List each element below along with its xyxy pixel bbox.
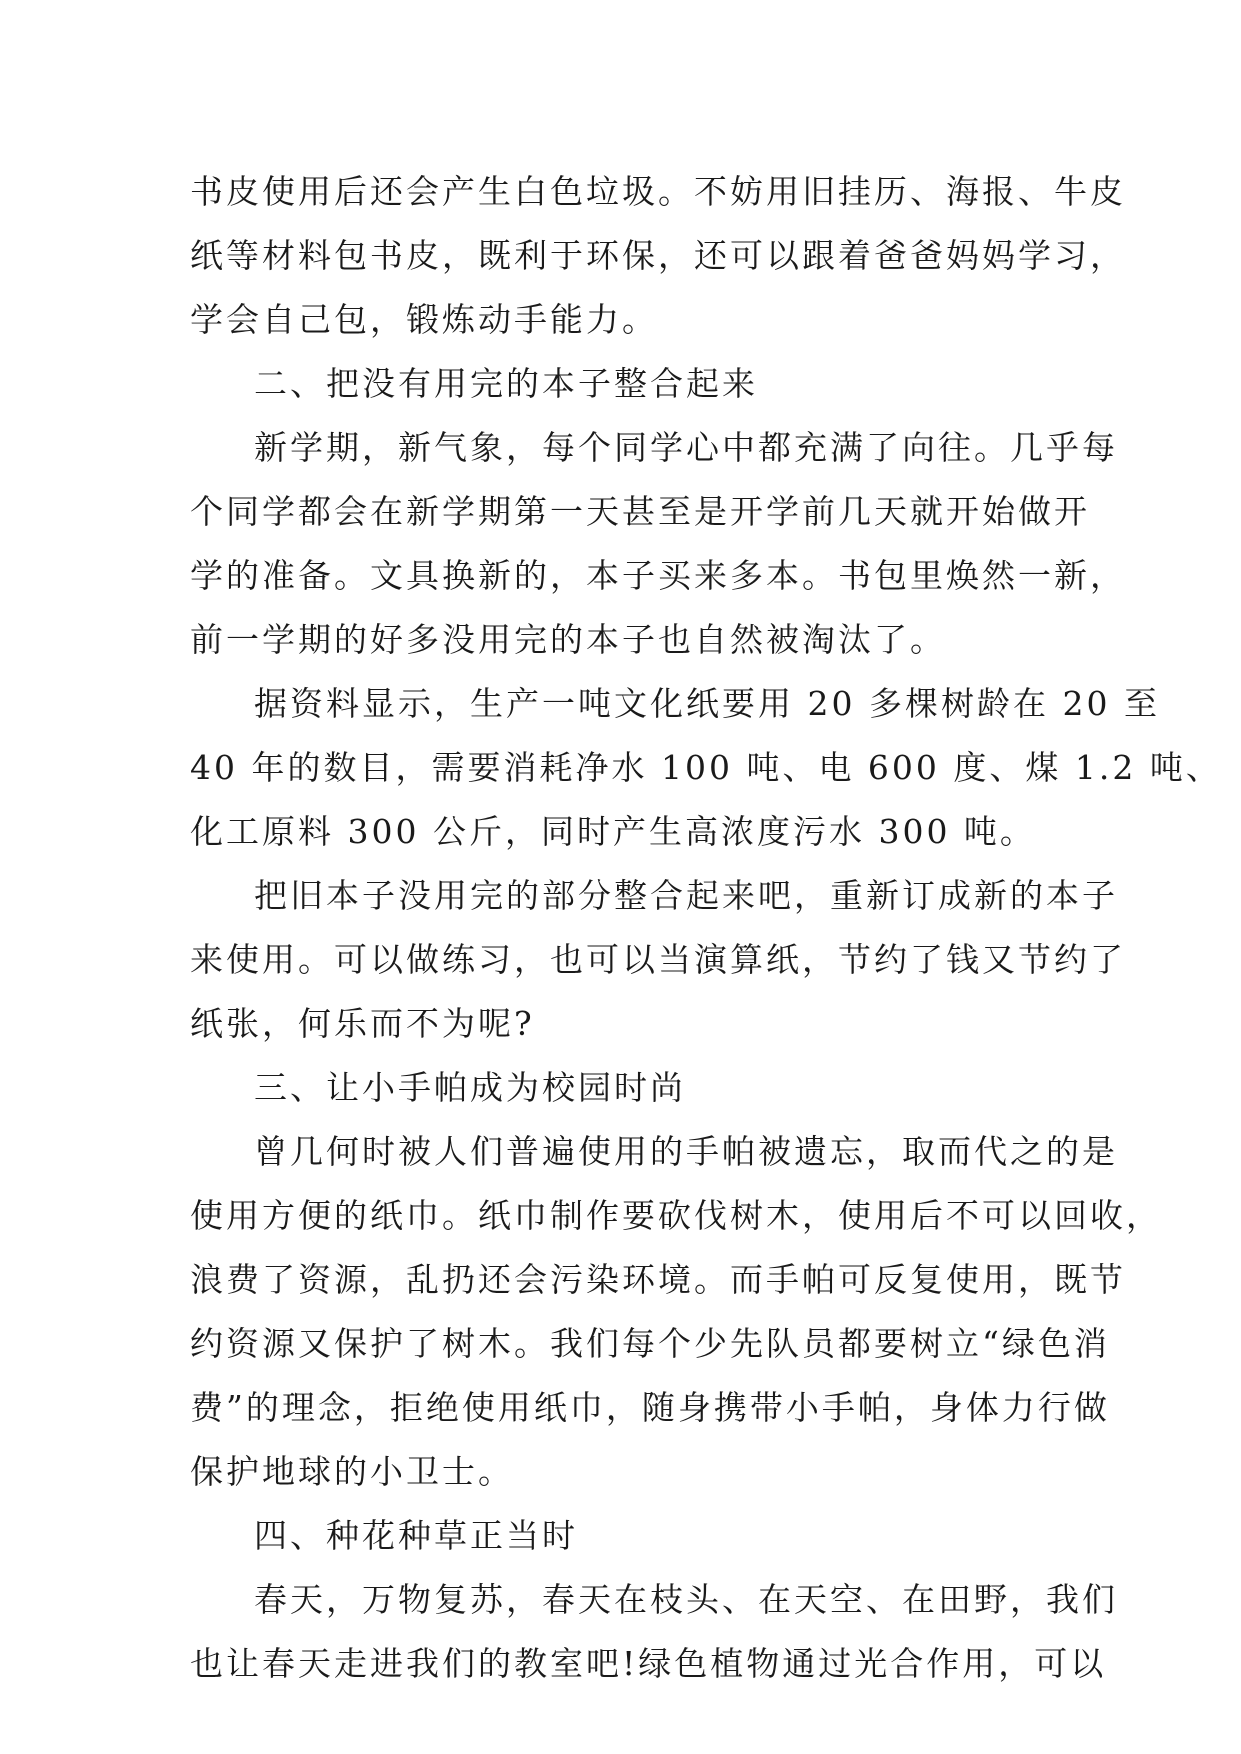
text-line: 来使用。可以做练习，也可以当演算纸，节约了钱又节约了 <box>190 940 1126 979</box>
paragraph-start: 新学期，新气象，每个同学心中都充满了向往。几乎每 <box>254 428 1118 467</box>
text-line: 学的准备。文具换新的，本子买来多本。书包里焕然一新， <box>190 556 1126 595</box>
text-line: 学会自己包，锻炼动手能力。 <box>190 300 658 339</box>
paragraph-start: 把旧本子没用完的部分整合起来吧，重新订成新的本子 <box>254 876 1118 915</box>
text-line: 费”的理念，拒绝使用纸巾，随身携带小手帕，身体力行做 <box>190 1388 1110 1427</box>
text-line: 约资源又保护了树木。我们每个少先队员都要树立“绿色消 <box>190 1324 1110 1363</box>
text-line: 纸等材料包书皮，既利于环保，还可以跟着爸爸妈妈学习， <box>190 236 1126 275</box>
text-line: 前一学期的好多没用完的本子也自然被淘汰了。 <box>190 620 946 659</box>
section-heading: 二、把没有用完的本子整合起来 <box>254 364 758 403</box>
text-line: 化工原料 300 公斤，同时产生高浓度污水 300 吨。 <box>190 812 1036 851</box>
text-line: 书皮使用后还会产生白色垃圾。不妨用旧挂历、海报、牛皮 <box>190 172 1126 211</box>
text-line: 也让春天走进我们的教室吧!绿色植物通过光合作用，可以 <box>190 1644 1107 1683</box>
section-heading: 三、让小手帕成为校园时尚 <box>254 1068 686 1107</box>
text-line: 40 年的数目，需要消耗净水 100 吨、电 600 度、煤 1.2 吨、 <box>190 748 1222 787</box>
document-body <box>190 160 1222 1696</box>
text-line: 浪费了资源，乱扔还会污染环境。而手帕可反复使用，既节 <box>190 1260 1126 1299</box>
section-heading: 四、种花种草正当时 <box>254 1516 578 1555</box>
paragraph-start: 据资料显示，生产一吨文化纸要用 20 多棵树龄在 20 至 <box>254 684 1160 723</box>
paragraph-start: 曾几何时被人们普遍使用的手帕被遗忘，取而代之的是 <box>254 1132 1118 1171</box>
text-line: 纸张，何乐而不为呢? <box>190 1004 535 1043</box>
text-line: 个同学都会在新学期第一天甚至是开学前几天就开始做开 <box>190 492 1090 531</box>
text-line: 保护地球的小卫士。 <box>190 1452 514 1491</box>
text-line: 使用方便的纸巾。纸巾制作要砍伐树木，使用后不可以回收， <box>190 1196 1162 1235</box>
paragraph-start: 春天，万物复苏，春天在枝头、在天空、在田野，我们 <box>254 1580 1118 1619</box>
